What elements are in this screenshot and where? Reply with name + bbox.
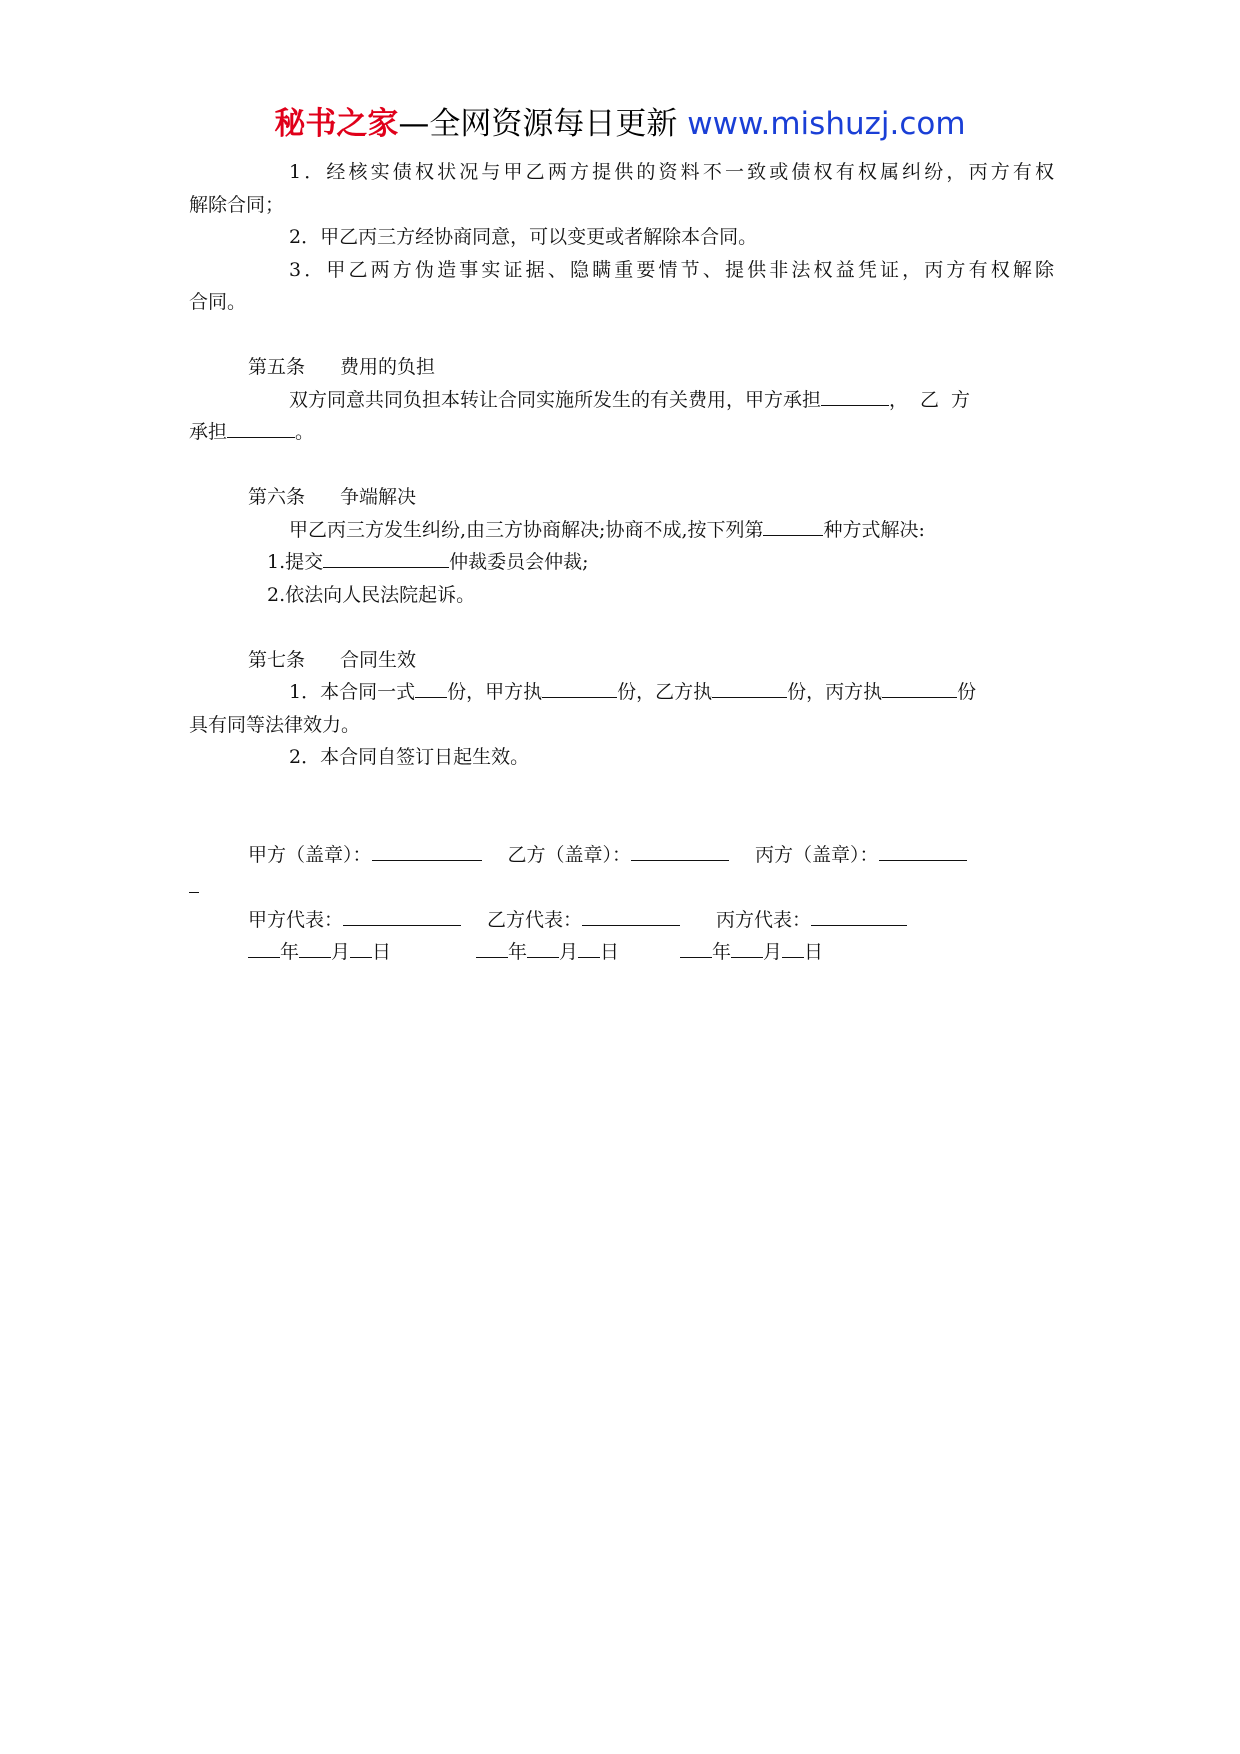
party-c-day-label: 日 xyxy=(804,941,824,963)
brand-name: 秘书之家 xyxy=(274,106,399,142)
party-a-seal-label: 甲方（盖章）： xyxy=(248,843,372,866)
representative-row xyxy=(189,904,1054,937)
party-b-date xyxy=(476,936,680,969)
party-a-year-blank[interactable] xyxy=(248,939,280,958)
clause-item-3-line-1: 3．甲乙两方伪造事实证据、隐瞒重要情节、提供非法权益凭证，丙方有权解除 xyxy=(289,258,1054,281)
party-a-month-label: 月 xyxy=(331,941,351,963)
article-6-line-1 xyxy=(189,514,1054,547)
article-7-number: 第七条 xyxy=(248,648,306,671)
party-a-day-label: 日 xyxy=(372,941,392,963)
seal-row xyxy=(189,839,1054,872)
article-5-title: 费用的负担 xyxy=(340,356,436,378)
party-b-day-label: 日 xyxy=(600,941,620,963)
article-6-text-a: 甲乙丙三方发生纠纷,由三方协商解决;协商不成,按下列第 xyxy=(289,518,764,541)
party-c-year-blank[interactable] xyxy=(680,939,712,958)
article-5-number: 第五条 xyxy=(248,356,306,378)
party-a-rep-label: 甲方代表： xyxy=(248,908,344,931)
party-a-month-blank[interactable] xyxy=(299,939,331,958)
party-c-seal-blank-overflow xyxy=(189,874,199,893)
arbitration-committee-blank[interactable] xyxy=(323,549,449,568)
option-1-text-a: 1.提交 xyxy=(267,551,324,573)
party-b-rep xyxy=(487,904,680,937)
party-c-month-label: 月 xyxy=(763,941,783,963)
article-7-line-3: 2．本合同自签订日起生效。 xyxy=(289,746,530,768)
party-c-seal-blank[interactable] xyxy=(879,842,967,861)
header-slogan: —全网资源每日更新 xyxy=(398,106,678,142)
article-7-line-2: 具有同等法律效力。 xyxy=(189,713,361,736)
party-c-year-label: 年 xyxy=(712,941,732,963)
party-c-seal xyxy=(755,839,967,872)
article-5-text-d: 。 xyxy=(295,421,315,443)
article-6-option-1 xyxy=(189,546,1054,579)
party-a-year-label: 年 xyxy=(280,941,300,963)
resolution-method-blank[interactable] xyxy=(763,517,823,536)
article-7-text-e: 份 xyxy=(957,681,977,703)
party-b-year-label: 年 xyxy=(508,941,528,963)
article-7-text-a: 1．本合同一式 xyxy=(289,681,416,703)
article-5-text-c: 承担 xyxy=(189,421,228,443)
article-5-line-2 xyxy=(189,416,1054,449)
clause-item-3-line-2: 合同。 xyxy=(189,291,247,313)
clause-item-1-line-1: 1．经核实债权状况与甲乙两方提供的资料不一致或债权有权属纠纷，丙方有权 xyxy=(289,161,1054,183)
article-5-heading xyxy=(189,351,1054,384)
party-b-seal-label: 乙方（盖章）： xyxy=(507,843,632,866)
party-a-rep xyxy=(248,904,461,937)
article-6-heading xyxy=(189,481,1054,514)
party-b-cost-blank[interactable] xyxy=(227,419,295,438)
party-a-seal-blank[interactable] xyxy=(372,842,482,861)
party-a-seal xyxy=(248,839,482,872)
party-b-month-blank[interactable] xyxy=(527,939,559,958)
copies-party-c-blank[interactable] xyxy=(882,679,957,698)
party-b-rep-blank[interactable] xyxy=(582,907,680,926)
party-a-date xyxy=(248,936,476,969)
party-a-day-blank[interactable] xyxy=(350,939,372,958)
party-a-cost-blank[interactable] xyxy=(821,387,889,406)
clause-item-2: 2．甲乙丙三方经协商同意，可以变更或者解除本合同。 xyxy=(289,226,758,248)
seal-row-overflow xyxy=(189,871,1054,904)
article-5-text-b: ，乙方 xyxy=(889,388,983,411)
party-c-rep-label: 丙方代表： xyxy=(716,908,812,931)
article-6-text-b: 种方式解决: xyxy=(823,518,925,541)
copies-party-a-blank[interactable] xyxy=(542,679,617,698)
article-5-text-a: 双方同意共同负担本转让合同实施所发生的有关费用，甲方承担 xyxy=(289,388,822,411)
party-c-seal-label: 丙方（盖章）： xyxy=(755,843,879,866)
site-header xyxy=(0,102,1240,146)
party-b-seal-blank[interactable] xyxy=(631,842,729,861)
article-5-line-1 xyxy=(189,384,1054,417)
article-6-option-2: 2.依法向人民法院起诉。 xyxy=(267,583,476,606)
party-c-rep-blank[interactable] xyxy=(811,907,907,926)
party-c-day-blank[interactable] xyxy=(782,939,804,958)
article-7-text-d: 份，丙方执 xyxy=(787,681,883,703)
article-7-heading xyxy=(189,644,1054,677)
site-url: www.mishuzj.com xyxy=(687,106,966,142)
article-7-line-1 xyxy=(189,676,1054,709)
party-c-rep xyxy=(716,904,907,937)
party-c-date xyxy=(680,936,823,969)
article-7-text-b: 份，甲方执 xyxy=(447,681,543,703)
clause-item-1-line-2: 解除合同； xyxy=(189,193,285,216)
article-7-title: 合同生效 xyxy=(340,648,417,671)
party-b-month-label: 月 xyxy=(559,941,579,963)
article-7-text-c: 份，乙方执 xyxy=(617,681,713,703)
party-b-day-blank[interactable] xyxy=(578,939,600,958)
contract-body xyxy=(189,156,1054,969)
copies-party-b-blank[interactable] xyxy=(712,679,787,698)
article-6-title: 争端解决 xyxy=(340,486,417,508)
copies-total-blank[interactable] xyxy=(415,679,447,698)
party-b-rep-label: 乙方代表： xyxy=(487,908,583,931)
party-b-seal xyxy=(508,839,730,872)
party-b-year-blank[interactable] xyxy=(476,939,508,958)
party-a-rep-blank[interactable] xyxy=(343,907,461,926)
option-1-text-b: 仲裁委员会仲裁; xyxy=(449,551,589,573)
party-c-month-blank[interactable] xyxy=(731,939,763,958)
article-6-number: 第六条 xyxy=(248,486,306,508)
date-row xyxy=(189,936,1054,969)
